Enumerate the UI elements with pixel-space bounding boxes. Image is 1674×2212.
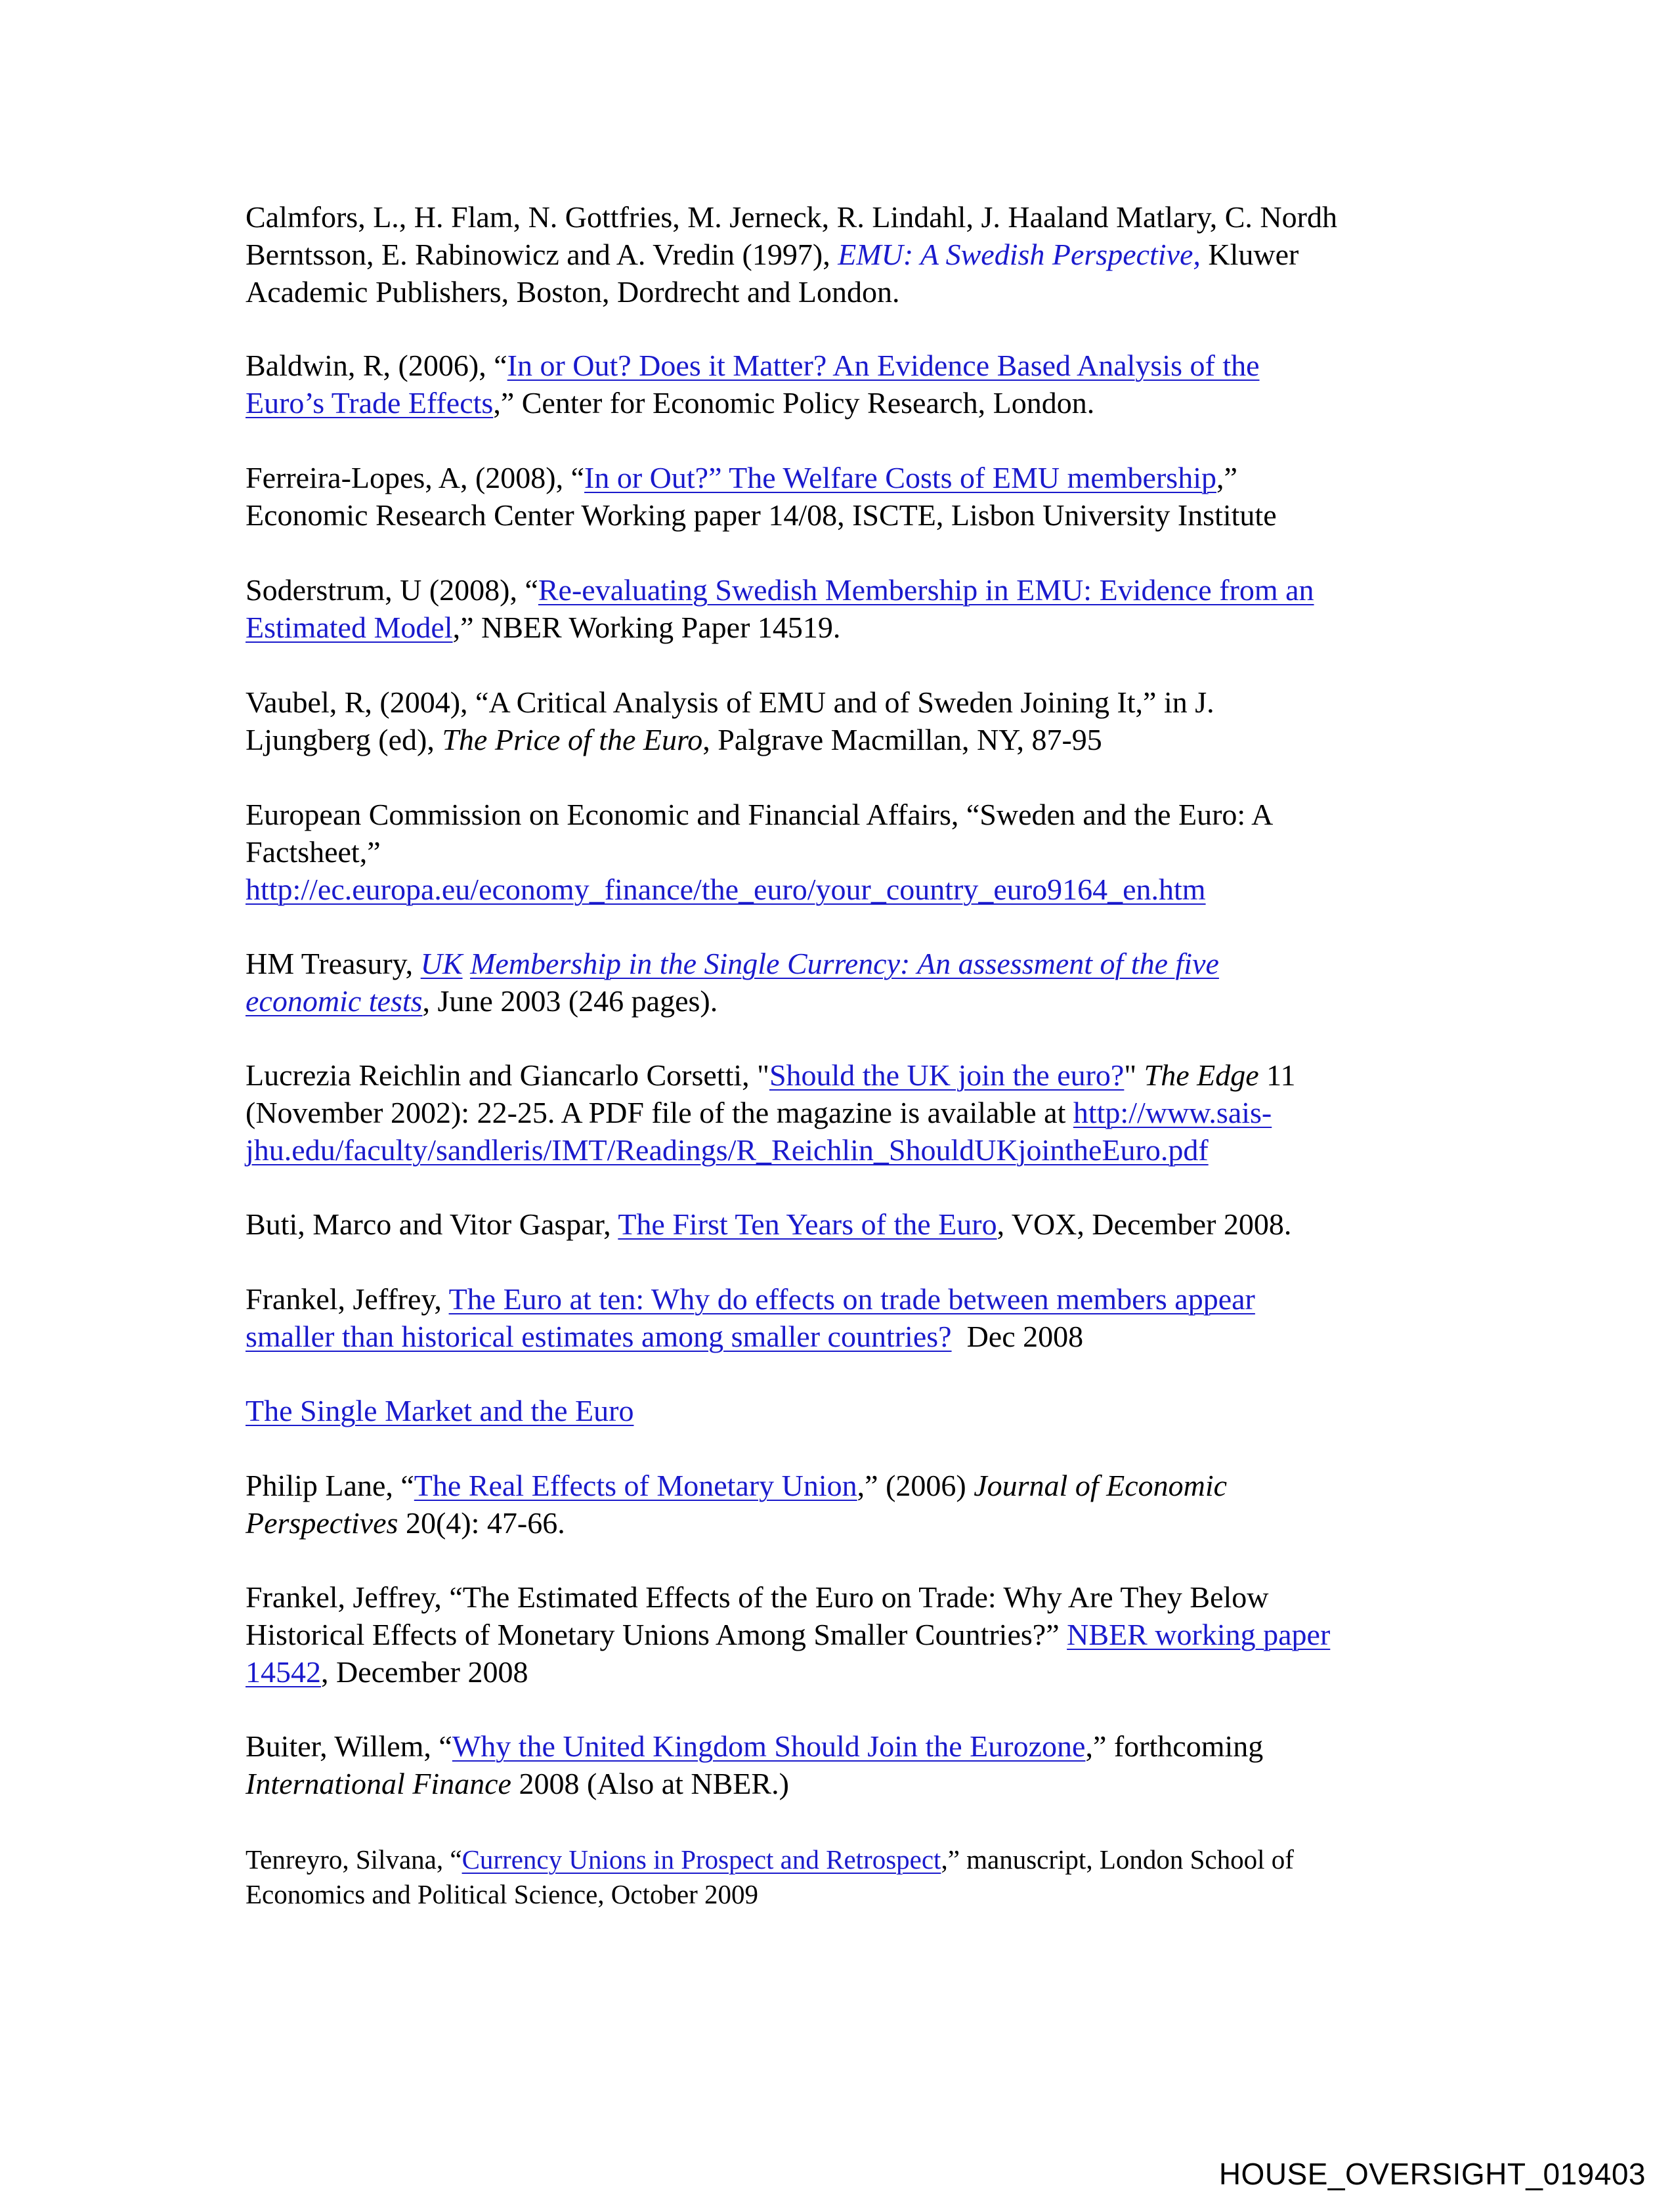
ref-line: Calmfors, L., H. Flam, N. Gottfries, M. Jerneck, R. Lindahl, J. Haaland Matlary, C. Nordh: [246, 200, 1337, 234]
euro-at-ten-link[interactable]: The Euro at ten: Why do effects on trade between members appear: [448, 1282, 1255, 1316]
ref-line: Tenreyro, Silvana, “Currency Unions in Prospect and Retrospect,” manuscript, London School of: [246, 1844, 1294, 1875]
reference-frankel-estimated-effects: [246, 1578, 1440, 1691]
reference-frankel-euro-at-ten: [246, 1280, 1440, 1355]
bates-number: HOUSE_OVERSIGHT_019403: [1218, 2157, 1646, 2191]
ref-line: Academic Publishers, Boston, Dordrecht and London.: [246, 275, 900, 309]
ref-line: Lucrezia Reichlin and Giancarlo Corsetti, "Should the UK join the euro?" The Edge 11: [246, 1058, 1296, 1092]
ref-line: [246, 1131, 1440, 1169]
reference-ferreira-lopes: [246, 459, 1440, 534]
ref-line: Historical Effects of Monetary Unions Among Smaller Countries?” NBER working paper: [246, 1618, 1331, 1651]
ref-line: Perspectives 20(4): 47-66.: [246, 1506, 565, 1540]
hm-treasury-report-link-cont[interactable]: economic tests: [246, 984, 423, 1018]
reference-buiter: [246, 1727, 1440, 1802]
journal-title: Journal of Economic: [974, 1469, 1228, 1502]
magazine-title: The Edge: [1144, 1058, 1259, 1092]
ref-line: Buiter, Willem, “Why the United Kingdom Should Join the Eurozone,” forthcoming: [246, 1729, 1264, 1763]
pdf-url-link[interactable]: http://www.sais-: [1073, 1096, 1272, 1129]
ref-line: Soderstrum, U (2008), “Re-evaluating Swedish Membership in EMU: Evidence from an: [246, 573, 1314, 607]
reference-european-commission: [246, 796, 1440, 908]
soderstrum-paper-link-cont[interactable]: Estimated Model: [246, 611, 453, 644]
hm-treasury-link-uk[interactable]: UK: [420, 947, 463, 980]
ref-line: 14542, December 2008: [246, 1655, 528, 1689]
ref-line: [246, 1392, 1440, 1429]
reference-baldwin: [246, 347, 1440, 422]
ref-line: Economic Research Center Working paper 14/08, ISCTE, Lisbon University Institute: [246, 498, 1277, 532]
ref-line: Baldwin, R, (2006), “In or Out? Does it Matter? An Evidence Based Analysis of the: [246, 349, 1260, 382]
single-market-link[interactable]: The Single Market and the Euro: [246, 1394, 634, 1427]
baldwin-paper-link[interactable]: In or Out? Does it Matter? An Evidence Based Analysis of the: [507, 349, 1260, 382]
ref-line: Factsheet,”: [246, 835, 381, 869]
book-title: The Price of the Euro: [442, 723, 703, 756]
reference-tenreyro: [246, 1842, 1440, 1912]
hm-treasury-report-link[interactable]: Membership in the Single Currency: An assessment of the five: [470, 947, 1219, 980]
reference-hm-treasury: [246, 945, 1440, 1020]
ref-line: Economics and Political Science, October 2009: [246, 1879, 759, 1909]
ref-line: Ferreira-Lopes, A, (2008), “In or Out?” The Welfare Costs of EMU membership,”: [246, 461, 1237, 494]
ref-line: Frankel, Jeffrey, The Euro at ten: Why do effects on trade between members appear: [246, 1282, 1255, 1316]
real-effects-link[interactable]: The Real Effects of Monetary Union: [414, 1469, 857, 1502]
currency-unions-link[interactable]: Currency Unions in Prospect and Retrospect: [461, 1844, 941, 1875]
ref-line: Estimated Model,” NBER Working Paper 14519.: [246, 611, 841, 644]
baldwin-paper-link-cont[interactable]: Euro’s Trade Effects: [246, 386, 494, 420]
ref-line: Buti, Marco and Vitor Gaspar, The First Ten Years of the Euro, VOX, December 2008.: [246, 1207, 1292, 1241]
ref-line: European Commission on Economic and Financial Affairs, “Sweden and the Euro: A: [246, 798, 1274, 831]
reference-soderstrum: [246, 571, 1440, 646]
ec-factsheet-url[interactable]: http://ec.europa.eu/economy_finance/the_euro/your_country_euro9164_en.htm: [246, 873, 1206, 906]
uk-eurozone-link[interactable]: Why the United Kingdom Should Join the Eurozone: [452, 1729, 1086, 1763]
euro-at-ten-link-cont[interactable]: smaller than historical estimates among smaller countries?: [246, 1320, 952, 1353]
ref-line: Euro’s Trade Effects,” Center for Economic Policy Research, London.: [246, 386, 1095, 420]
nber-paper-link-cont[interactable]: 14542: [246, 1655, 321, 1689]
ref-line: Vaubel, R, (2004), “A Critical Analysis of EMU and of Sweden Joining It,” in J.: [246, 685, 1214, 719]
ref-line: smaller than historical estimates among smaller countries? Dec 2008: [246, 1320, 1084, 1353]
ref-line: Philip Lane, “The Real Effects of Monetary Union,” (2006) Journal of Economic: [246, 1469, 1228, 1502]
journal-title: International Finance: [246, 1767, 511, 1800]
nber-paper-link[interactable]: NBER working paper: [1067, 1618, 1331, 1651]
reference-single-market: [246, 1392, 1440, 1429]
ref-line: Berntsson, E. Rabinowicz and A. Vredin (1997), EMU: A Swedish Perspective, Kluwer: [246, 238, 1299, 271]
book-title: EMU: A Swedish Perspective,: [838, 238, 1201, 271]
reference-lane: [246, 1467, 1440, 1542]
journal-title-cont: Perspectives: [246, 1506, 398, 1540]
ref-line: Frankel, Jeffrey, “The Estimated Effects of the Euro on Trade: Why Are They Below: [246, 1580, 1269, 1614]
ref-line: International Finance 2008 (Also at NBER.): [246, 1767, 789, 1800]
ref-line: (November 2002): 22-25. A PDF file of the magazine is available at http://www.sais-: [246, 1096, 1272, 1129]
should-uk-join-link[interactable]: Should the UK join the euro?: [769, 1058, 1125, 1092]
reference-reichlin-corsetti: [246, 1056, 1440, 1169]
first-ten-years-link[interactable]: The First Ten Years of the Euro: [618, 1207, 997, 1241]
ferreira-lopes-paper-link[interactable]: In or Out?” The Welfare Costs of EMU membership: [584, 461, 1216, 494]
reference-calmfors: [246, 198, 1440, 311]
ref-line: [246, 871, 1440, 908]
pdf-url-link-cont[interactable]: jhu.edu/faculty/sandleris/IMT/Readings/R_Reichlin_ShouldUKjointheEuro.pdf: [246, 1133, 1209, 1167]
ref-line: Ljungberg (ed), The Price of the Euro, Palgrave Macmillan, NY, 87-95: [246, 723, 1102, 756]
ref-line: HM Treasury, UK Membership in the Single Currency: An assessment of the five: [246, 947, 1219, 980]
ref-line: economic tests, June 2003 (246 pages).: [246, 984, 718, 1018]
soderstrum-paper-link[interactable]: Re-evaluating Swedish Membership in EMU: Evidence from an: [538, 573, 1314, 607]
reference-vaubel: [246, 683, 1440, 758]
reference-buti-gaspar: [246, 1205, 1440, 1243]
